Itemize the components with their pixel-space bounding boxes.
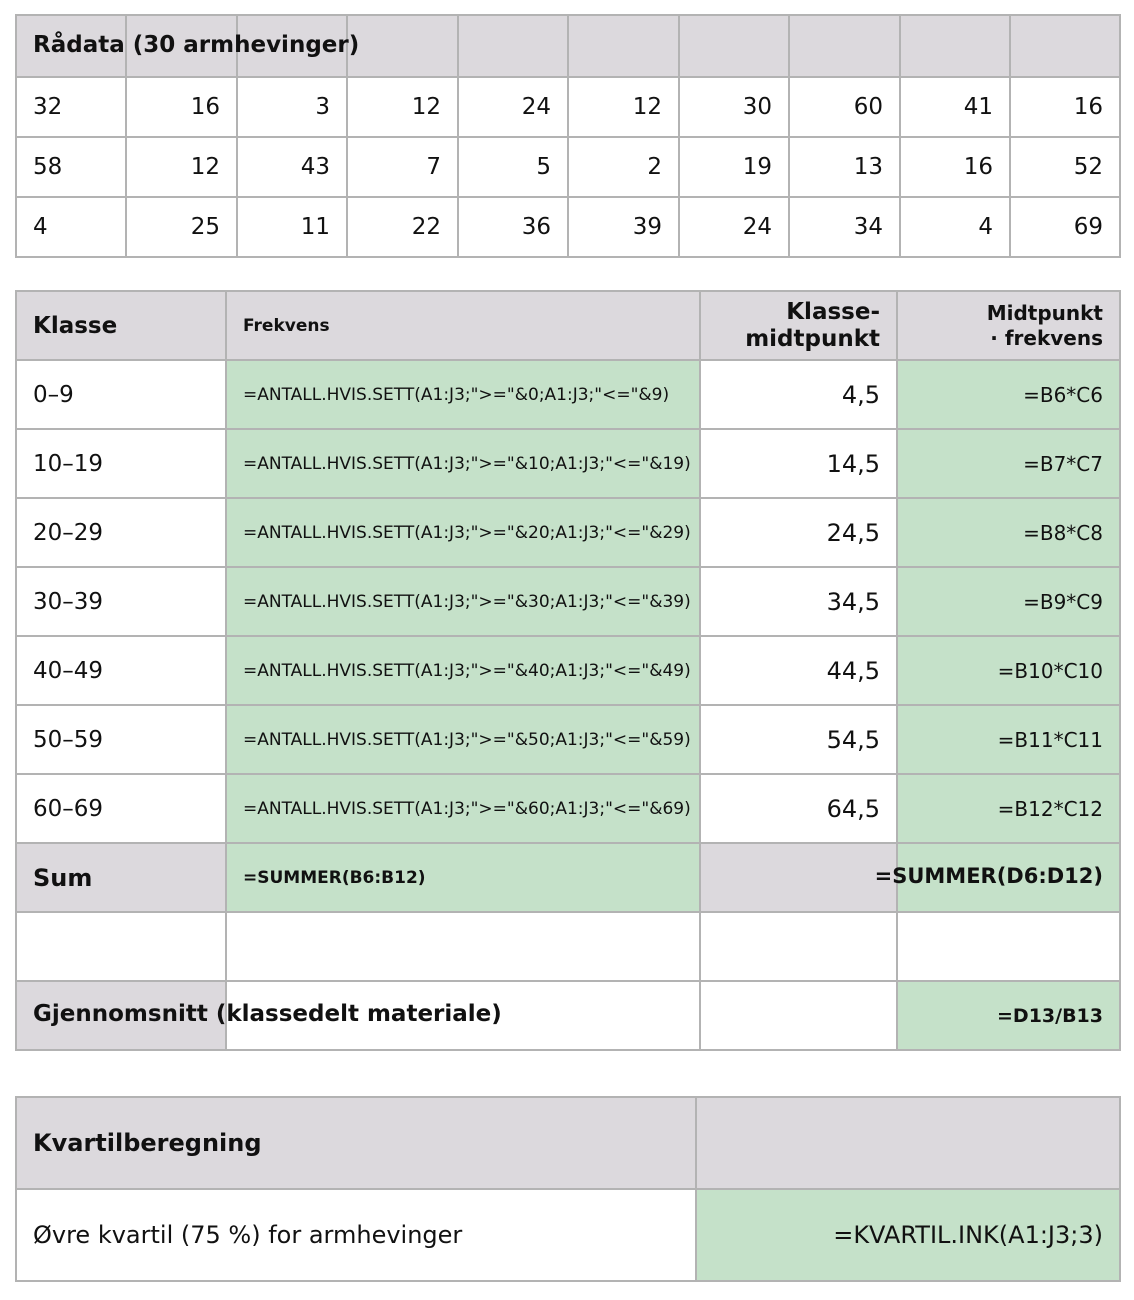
raw-cell[interactable]: 3 bbox=[237, 77, 347, 137]
sum-product-text: =SUMMER(D6:D12) bbox=[874, 864, 1103, 888]
raw-row bbox=[16, 197, 1120, 257]
empty-cell[interactable] bbox=[700, 912, 897, 981]
raw-cell[interactable]: 5 bbox=[458, 137, 568, 197]
raw-cell[interactable]: 16 bbox=[1010, 77, 1120, 137]
product-formula-cell[interactable]: =B7*C7 bbox=[897, 429, 1120, 498]
quartile-header-empty[interactable] bbox=[696, 1097, 1120, 1189]
frekvens-formula-cell[interactable]: =ANTALL.HVIS.SETT(A1:J3;">="&50;A1:J3;"<="&59) bbox=[226, 705, 700, 774]
sum-label[interactable]: Sum bbox=[16, 843, 226, 912]
frequency-row bbox=[16, 705, 1120, 774]
header-cell[interactable] bbox=[458, 15, 568, 77]
raw-cell[interactable]: 39 bbox=[568, 197, 679, 257]
midpunkt-cell[interactable]: 64,5 bbox=[700, 774, 897, 843]
empty-cell[interactable] bbox=[16, 912, 226, 981]
raw-cell[interactable]: 25 bbox=[126, 197, 237, 257]
frekvens-formula-cell[interactable]: =ANTALL.HVIS.SETT(A1:J3;">="&0;A1:J3;"<="&9) bbox=[226, 360, 700, 429]
raw-cell[interactable]: 24 bbox=[679, 197, 789, 257]
mean-label: Gjennomsnitt (klassedelt materiale) bbox=[33, 1001, 502, 1027]
product-header-line1: Midtpunkt bbox=[986, 300, 1103, 325]
product-header-line2: · frekvens bbox=[990, 325, 1103, 350]
klasse-cell[interactable]: 40–49 bbox=[16, 636, 226, 705]
frequency-row bbox=[16, 567, 1120, 636]
quartile-title[interactable]: Kvartilberegning bbox=[16, 1097, 696, 1189]
empty-row bbox=[16, 912, 1120, 981]
raw-cell[interactable]: 43 bbox=[237, 137, 347, 197]
header-cell[interactable] bbox=[1010, 15, 1120, 77]
klasse-cell[interactable]: 50–59 bbox=[16, 705, 226, 774]
product-formula-cell[interactable]: =B6*C6 bbox=[897, 360, 1120, 429]
quartile-label[interactable]: Øvre kvartil (75 %) for armhevinger bbox=[16, 1189, 696, 1281]
quartile-row bbox=[16, 1189, 1120, 1281]
product-formula-cell[interactable]: =B12*C12 bbox=[897, 774, 1120, 843]
midpunkt-cell[interactable]: 24,5 bbox=[700, 498, 897, 567]
frequency-row bbox=[16, 774, 1120, 843]
quartile-header-row bbox=[16, 1097, 1120, 1189]
header-cell[interactable] bbox=[568, 15, 679, 77]
frequency-row bbox=[16, 498, 1120, 567]
midpunkt-cell[interactable]: 44,5 bbox=[700, 636, 897, 705]
frekvens-formula-cell[interactable]: =ANTALL.HVIS.SETT(A1:J3;">="&60;A1:J3;"<="&69) bbox=[226, 774, 700, 843]
klasse-cell[interactable]: 0–9 bbox=[16, 360, 226, 429]
product-header[interactable] bbox=[897, 291, 1120, 360]
mean-empty-cell[interactable] bbox=[700, 981, 897, 1050]
midpunkt-header-line2: midtpunkt bbox=[745, 325, 880, 352]
midpunkt-cell[interactable]: 4,5 bbox=[700, 360, 897, 429]
quartile-table bbox=[15, 1096, 1121, 1282]
raw-data-table bbox=[15, 14, 1121, 258]
mean-label-cell[interactable] bbox=[16, 981, 502, 1050]
frequency-row bbox=[16, 360, 1120, 429]
klasse-header[interactable]: Klasse bbox=[16, 291, 226, 360]
raw-cell[interactable]: 69 bbox=[1010, 197, 1120, 257]
frequency-row bbox=[16, 636, 1120, 705]
frekvens-formula-cell[interactable]: =ANTALL.HVIS.SETT(A1:J3;">="&40;A1:J3;"<="&49) bbox=[226, 636, 700, 705]
raw-cell[interactable]: 24 bbox=[458, 77, 568, 137]
raw-cell[interactable]: 16 bbox=[126, 77, 237, 137]
raw-cell[interactable]: 12 bbox=[568, 77, 679, 137]
midpunkt-cell[interactable]: 14,5 bbox=[700, 429, 897, 498]
header-cell[interactable] bbox=[900, 15, 1010, 77]
midpunkt-cell[interactable]: 34,5 bbox=[700, 567, 897, 636]
product-formula-cell[interactable]: =B8*C8 bbox=[897, 498, 1120, 567]
raw-cell[interactable]: 11 bbox=[237, 197, 347, 257]
frequency-table bbox=[15, 290, 1121, 1051]
empty-cell[interactable] bbox=[897, 912, 1120, 981]
raw-cell[interactable]: 2 bbox=[568, 137, 679, 197]
midpunkt-header[interactable] bbox=[700, 291, 897, 360]
klasse-cell[interactable]: 60–69 bbox=[16, 774, 226, 843]
header-cell[interactable] bbox=[347, 15, 458, 77]
header-cell[interactable] bbox=[789, 15, 900, 77]
raw-cell[interactable]: 22 bbox=[347, 197, 458, 257]
mean-formula[interactable]: =D13/B13 bbox=[897, 981, 1120, 1050]
mean-row bbox=[16, 981, 1120, 1050]
raw-cell[interactable]: 36 bbox=[458, 197, 568, 257]
raw-cell[interactable]: 32 bbox=[16, 77, 126, 137]
frekvens-formula-cell[interactable]: =ANTALL.HVIS.SETT(A1:J3;">="&30;A1:J3;"<="&39) bbox=[226, 567, 700, 636]
product-formula-cell[interactable]: =B11*C11 bbox=[897, 705, 1120, 774]
raw-title-cell[interactable] bbox=[16, 15, 360, 77]
quartile-formula[interactable]: =KVARTIL.INK(A1:J3;3) bbox=[696, 1189, 1120, 1281]
frequency-row bbox=[16, 429, 1120, 498]
raw-cell[interactable]: 30 bbox=[679, 77, 789, 137]
product-formula-cell[interactable]: =B9*C9 bbox=[897, 567, 1120, 636]
raw-row bbox=[16, 137, 1120, 197]
frekvens-header[interactable]: Frekvens bbox=[226, 291, 700, 360]
raw-cell[interactable]: 16 bbox=[900, 137, 1010, 197]
raw-cell[interactable]: 34 bbox=[789, 197, 900, 257]
empty-cell[interactable] bbox=[226, 912, 700, 981]
raw-data-title: Rådata (30 armhevinger) bbox=[33, 32, 360, 58]
raw-cell[interactable]: 60 bbox=[789, 77, 900, 137]
frekvens-formula-cell[interactable]: =ANTALL.HVIS.SETT(A1:J3;">="&10;A1:J3;"<="&19) bbox=[226, 429, 700, 498]
sum-product-formula[interactable] bbox=[874, 843, 1120, 912]
raw-cell[interactable]: 4 bbox=[900, 197, 1010, 257]
sum-row bbox=[16, 843, 1120, 912]
sum-midpunkt-cell[interactable] bbox=[700, 843, 897, 912]
header-cell[interactable] bbox=[679, 15, 789, 77]
raw-cell[interactable]: 12 bbox=[347, 77, 458, 137]
sum-frekvens-formula[interactable]: =SUMMER(B6:B12) bbox=[226, 843, 700, 912]
raw-cell[interactable]: 7 bbox=[347, 137, 458, 197]
midpunkt-cell[interactable]: 54,5 bbox=[700, 705, 897, 774]
raw-cell[interactable]: 19 bbox=[679, 137, 789, 197]
raw-cell[interactable]: 52 bbox=[1010, 137, 1120, 197]
raw-cell[interactable]: 58 bbox=[16, 137, 126, 197]
klasse-cell[interactable]: 30–39 bbox=[16, 567, 226, 636]
frequency-header-row bbox=[16, 291, 1120, 360]
raw-cell[interactable]: 4 bbox=[16, 197, 126, 257]
raw-cell[interactable]: 13 bbox=[789, 137, 900, 197]
product-formula-cell[interactable]: =B10*C10 bbox=[897, 636, 1120, 705]
klasse-cell[interactable]: 10–19 bbox=[16, 429, 226, 498]
raw-cell[interactable]: 41 bbox=[900, 77, 1010, 137]
midpunkt-header-line1: Klasse- bbox=[786, 298, 880, 325]
klasse-cell[interactable]: 20–29 bbox=[16, 498, 226, 567]
raw-cell[interactable]: 12 bbox=[126, 137, 237, 197]
frekvens-formula-cell[interactable]: =ANTALL.HVIS.SETT(A1:J3;">="&20;A1:J3;"<="&29) bbox=[226, 498, 700, 567]
raw-row bbox=[16, 77, 1120, 137]
